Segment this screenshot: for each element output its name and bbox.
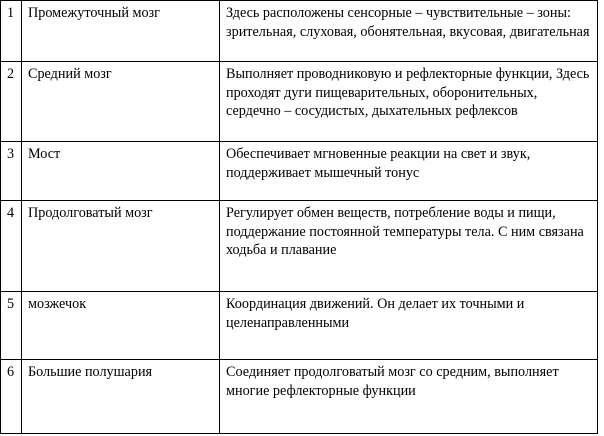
function-description: Выполняет проводниковую и рефлекторные функции, Здесь проходят дуги пищеварительных, оборонительных, сердечно – сосудистых, дыхательных рефлексов (226, 66, 590, 120)
brain-part-cell (22, 360, 220, 434)
function-cell (220, 62, 598, 142)
brain-part-name: Большие полушария (28, 364, 153, 380)
brain-part-name: Средний мозг (28, 66, 112, 82)
function-description: Координация движений. Он делает их точными и целенаправленными (226, 296, 525, 331)
row-number-cell (1, 62, 22, 142)
row-number-cell (1, 1, 22, 62)
function-cell (220, 1, 598, 62)
row-number: 3 (7, 146, 15, 162)
row-number-cell (1, 142, 22, 201)
brain-part-name: Мост (28, 146, 61, 162)
table-row (1, 62, 598, 142)
row-number-cell (1, 292, 22, 360)
brain-part-name: Продолговатый мозг (28, 205, 153, 221)
brain-part-cell (22, 292, 220, 360)
row-number: 1 (7, 5, 15, 21)
brain-part-cell (22, 201, 220, 292)
function-cell (220, 292, 598, 360)
row-number-cell (1, 201, 22, 292)
function-description: Соединяет продолговатый мозг со средним, выполняет многие рефлекторные функции (226, 364, 559, 399)
table-row (1, 360, 598, 434)
function-cell (220, 360, 598, 434)
function-cell (220, 201, 598, 292)
row-number: 5 (7, 296, 15, 312)
table-row (1, 1, 598, 62)
function-description: Обеспечивает мгновенные реакции на свет и звук, поддерживает мышечный тонус (226, 146, 531, 181)
row-number: 2 (7, 66, 15, 82)
brain-part-name: мозжечок (28, 296, 87, 312)
table-row (1, 201, 598, 292)
function-description: Регулирует обмен веществ, потребление воды и пищи, поддержание постоянной температуры тела. С ним связана ходьба и плавание (226, 205, 584, 259)
row-number: 4 (7, 205, 15, 221)
brain-part-cell (22, 142, 220, 201)
brain-part-cell (22, 62, 220, 142)
brain-part-cell (22, 1, 220, 62)
function-cell (220, 142, 598, 201)
table-row (1, 292, 598, 360)
function-description: Здесь расположены сенсорные – чувствительные – зоны: зрительная, слуховая, обонятельная, вкусовая, двигательная (226, 5, 590, 40)
row-number-cell (1, 360, 22, 434)
brain-part-name: Промежуточный мозг (28, 5, 160, 21)
row-number: 6 (7, 364, 15, 380)
table-row (1, 142, 598, 201)
